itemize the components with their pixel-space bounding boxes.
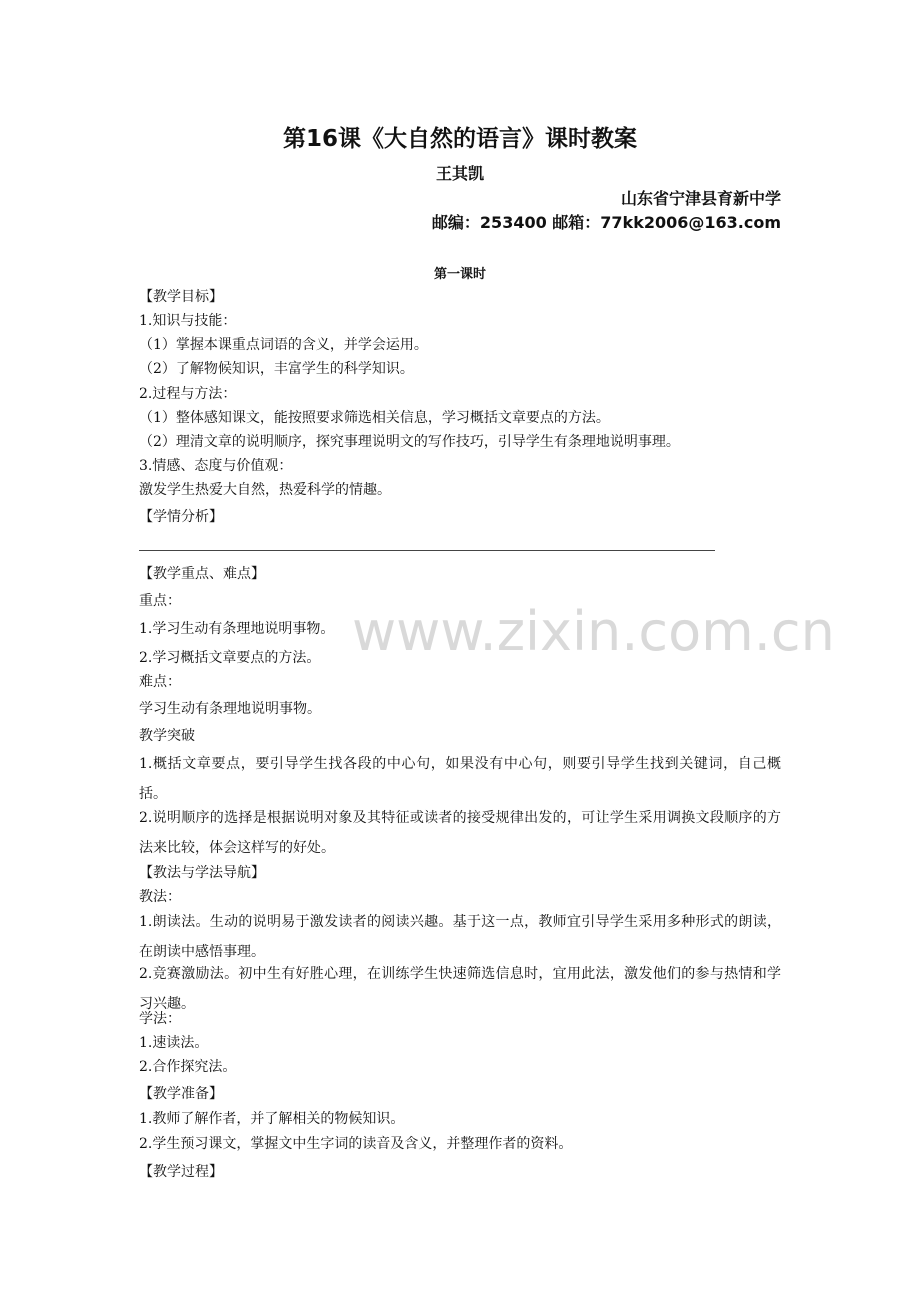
heading-teaching-preparation: 【教学准备】	[139, 1086, 223, 1102]
teaching-breakthrough-label: 教学突破	[139, 728, 195, 744]
key-points-label: 重点：	[139, 593, 181, 609]
heading-teaching-goals: 【教学目标】	[139, 289, 223, 305]
school-name: 山东省宁津县育新中学	[620, 189, 781, 208]
key-point-item: 2.学习概括文章要点的方法。	[139, 650, 321, 666]
goal-item: 激发学生热爱大自然，热爱科学的情趣。	[139, 482, 391, 498]
goal-item: （1）掌握本课重点词语的含义，并学会运用。	[139, 337, 428, 353]
goal-item: （1）整体感知课文，能按照要求筛选相关信息，学习概括文章要点的方法。	[139, 410, 610, 426]
heading-methods-guide: 【教法与学法导航】	[139, 865, 265, 881]
goal-emotion-values: 3.情感、态度与价值观：	[139, 458, 293, 474]
heading-student-analysis: 【学情分析】	[139, 509, 223, 525]
learning-method-item: 1.速读法。	[139, 1035, 209, 1051]
teaching-method-item: 1.朗读法。生动的说明易于激发读者的阅读兴趣。基于这一点，教师宜引导学生采用多种形式的朗读，在朗读中感悟事理。	[139, 914, 781, 960]
heading-teaching-process: 【教学过程】	[139, 1164, 223, 1180]
document-title: 第16课《大自然的语言》课时教案	[282, 126, 637, 152]
goal-knowledge-skills: 1.知识与技能：	[139, 313, 237, 329]
watermark: www.zixin.com.cn	[352, 600, 835, 663]
teaching-method-item: 2.竞赛激励法。初中生有好胜心理，在训练学生快速筛选信息时，宜用此法，激发他们的参与热情和学习兴趣。	[139, 966, 781, 1012]
divider-line	[139, 550, 715, 551]
contact-info: 邮编：253400 邮箱：77kk2006@163.com	[431, 213, 781, 232]
heading-key-difficult-points: 【教学重点、难点】	[139, 566, 265, 582]
learning-method-item: 2.合作探究法。	[139, 1059, 237, 1075]
breakthrough-item: 2.说明顺序的选择是根据说明对象及其特征或读者的接受规律出发的，可让学生采用调换文段顺序的方法来比较，体会这样写的好处。	[139, 810, 781, 856]
breakthrough-item: 1.概括文章要点，要引导学生找各段的中心句，如果没有中心句，则要引导学生找到关键词，自己概括。	[139, 756, 781, 802]
key-point-item: 1.学习生动有条理地说明事物。	[139, 621, 335, 637]
teaching-methods-label: 教法：	[139, 889, 181, 905]
goal-item: （2）了解物候知识，丰富学生的科学知识。	[139, 361, 414, 377]
difficult-point-item: 学习生动有条理地说明事物。	[139, 701, 321, 717]
preparation-item: 2.学生预习课文，掌握文中生字词的读音及含义，并整理作者的资料。	[139, 1136, 573, 1152]
goal-process-methods: 2.过程与方法：	[139, 386, 237, 402]
goal-item: （2）理清文章的说明顺序，探究事理说明文的写作技巧，引导学生有条理地说明事理。	[139, 434, 680, 450]
preparation-item: 1.教师了解作者，并了解相关的物候知识。	[139, 1111, 405, 1127]
author-name: 王其凯	[435, 164, 484, 183]
learning-methods-label: 学法：	[139, 1011, 181, 1027]
section-title: 第一课时	[433, 267, 486, 282]
difficult-points-label: 难点：	[139, 674, 181, 690]
